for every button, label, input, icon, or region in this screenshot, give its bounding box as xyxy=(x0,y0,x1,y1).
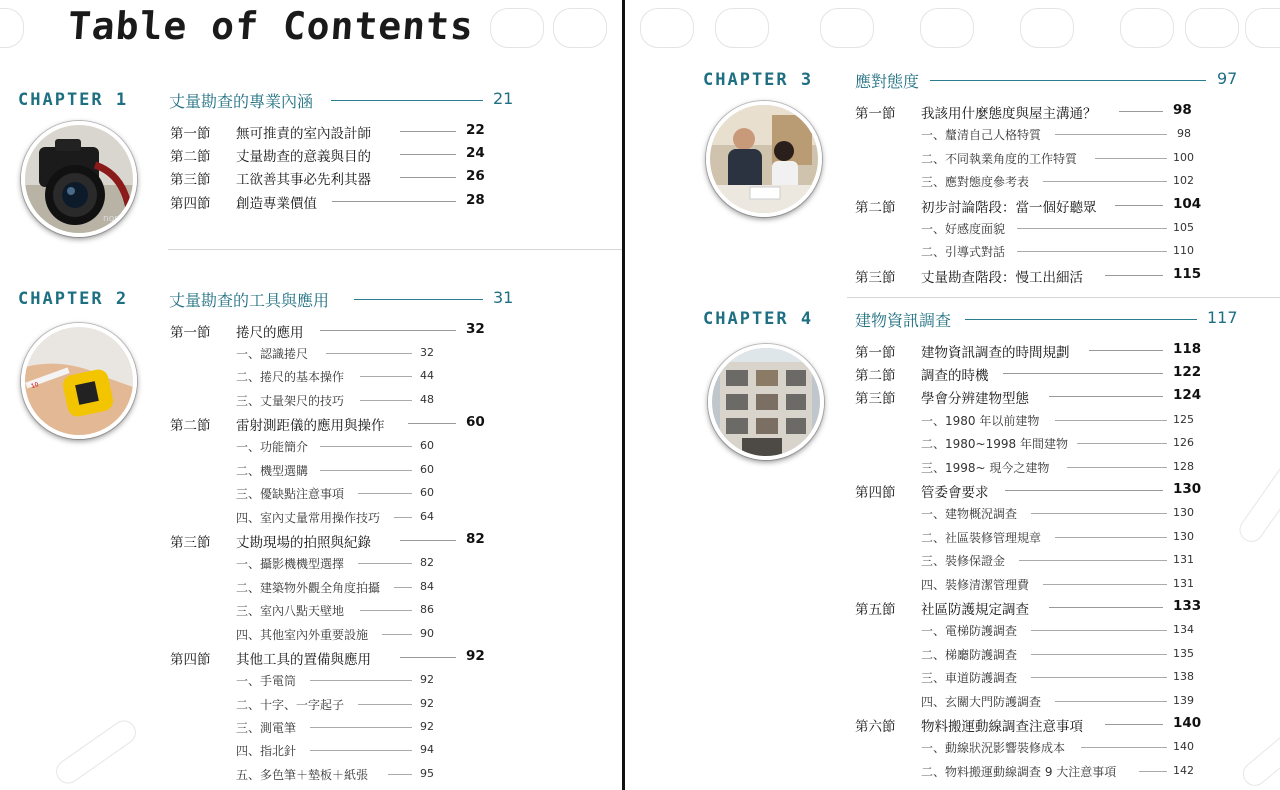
chapter-title: 丈量勘查的工具與應用 xyxy=(169,291,330,310)
entry-page: 128 xyxy=(1173,460,1194,473)
leader-line xyxy=(358,493,412,494)
entry-title: 二、物料搬運動線調查 9 大注意事項 xyxy=(921,765,1117,779)
entry-page: 138 xyxy=(1173,670,1194,683)
entry-page: 140 xyxy=(1173,715,1202,731)
section-number: 第二節 xyxy=(855,200,896,216)
entry-title: 三、裝修保證金 xyxy=(921,554,1006,568)
entry-page: 92 xyxy=(420,673,434,686)
entry-title: 創造專業價值 xyxy=(236,196,317,212)
section-number: 第一節 xyxy=(170,126,211,142)
section-number: 第三節 xyxy=(855,270,896,286)
entry-page: 126 xyxy=(1173,436,1194,449)
entry-title: 建物資訊調查的時間規劃 xyxy=(921,345,1070,361)
entry-title: 二、1980~1998 年間建物 xyxy=(921,437,1068,451)
leader-line xyxy=(1043,584,1167,585)
entry-page: 134 xyxy=(1173,623,1194,636)
entry-page: 60 xyxy=(420,463,434,476)
chapter-page: 97 xyxy=(1217,69,1238,88)
chapter-leader xyxy=(930,80,1206,81)
entry-page: 130 xyxy=(1173,506,1194,519)
entry-title: 三、丈量架尺的技巧 xyxy=(236,394,345,408)
decorative-shape xyxy=(1235,457,1280,546)
leader-line xyxy=(1043,181,1167,182)
entry-page: 92 xyxy=(420,720,434,733)
entry-title: 三、優缺點注意事項 xyxy=(236,487,345,501)
leader-line xyxy=(400,154,456,155)
leader-line xyxy=(1067,467,1167,468)
entry-page: 26 xyxy=(466,168,485,184)
section-number: 第一節 xyxy=(170,325,211,341)
leader-line xyxy=(1105,275,1163,276)
entry-title: 四、玄關大門防護調查 xyxy=(921,695,1042,709)
leader-line xyxy=(1115,205,1163,206)
entry-page: 115 xyxy=(1173,266,1202,282)
leader-line xyxy=(332,201,456,202)
leader-line xyxy=(1081,747,1167,748)
section-number: 第四節 xyxy=(855,485,896,501)
entry-title: 二、社區裝修管理規章 xyxy=(921,531,1042,545)
entry-title: 社區防護規定調查 xyxy=(921,602,1029,618)
entry-page: 90 xyxy=(420,627,434,640)
chapter-title: 建物資訊調查 xyxy=(855,311,952,330)
entry-title: 三、車道防護調查 xyxy=(921,671,1018,685)
decorative-border xyxy=(625,8,1280,52)
chapter-2-photo-tape-measure xyxy=(21,323,137,439)
entry-page: 28 xyxy=(466,192,485,208)
entry-title: 管委會要求 xyxy=(921,485,989,501)
chapter-label: CHAPTER 1 xyxy=(18,90,129,110)
entry-title: 四、其他室內外重要設施 xyxy=(236,628,369,642)
entry-page: 124 xyxy=(1173,387,1202,403)
entry-title: 丈量勘查的意義與目的 xyxy=(236,149,371,165)
right-page xyxy=(625,0,1280,790)
svg-text:10: 10 xyxy=(30,380,40,391)
entry-title: 丈勘現場的拍照與紀錄 xyxy=(236,535,371,551)
leader-line xyxy=(400,131,456,132)
entry-title: 一、攝影機機型選擇 xyxy=(236,557,345,571)
chapter-leader xyxy=(354,299,483,300)
leader-line xyxy=(1017,228,1167,229)
entry-page: 82 xyxy=(420,556,434,569)
leader-line xyxy=(1055,134,1167,135)
entry-title: 捲尺的應用 xyxy=(236,325,304,341)
leader-line xyxy=(358,563,412,564)
chapter-page: 21 xyxy=(493,89,514,108)
entry-title: 三、測電筆 xyxy=(236,721,297,735)
leader-line xyxy=(1105,724,1163,725)
entry-page: 60 xyxy=(420,439,434,452)
entry-title: 調查的時機 xyxy=(921,368,989,384)
leader-line xyxy=(1095,158,1167,159)
entry-title: 一、動線狀況影響裝修成本 xyxy=(921,741,1066,755)
chapter-page: 117 xyxy=(1207,308,1238,327)
chapter-3-photo-meeting xyxy=(706,101,822,217)
entry-page: 92 xyxy=(466,648,485,664)
leader-line xyxy=(400,657,456,658)
entry-page: 122 xyxy=(1173,364,1202,380)
leader-line xyxy=(382,634,412,635)
section-number: 第三節 xyxy=(170,172,211,188)
entry-page: 92 xyxy=(420,697,434,710)
entry-title: 其他工具的置備與應用 xyxy=(236,652,371,668)
entry-title: 一、手電筒 xyxy=(236,674,297,688)
entry-page: 142 xyxy=(1173,764,1194,777)
leader-line xyxy=(1031,513,1167,514)
entry-title: 一、1980 年以前建物 xyxy=(921,414,1040,428)
entry-title: 初步討論階段：當一個好聽眾 xyxy=(921,200,1097,216)
leader-line xyxy=(1005,490,1163,491)
leader-line xyxy=(394,587,412,588)
leader-line xyxy=(1003,373,1163,374)
chapter-divider xyxy=(847,297,1280,298)
entry-page: 32 xyxy=(466,321,485,337)
entry-title: 一、電梯防護調查 xyxy=(921,624,1018,638)
entry-title: 三、1998~ 現今之建物 xyxy=(921,461,1050,475)
entry-page: 48 xyxy=(420,393,434,406)
entry-page: 100 xyxy=(1173,151,1194,164)
entry-title: 一、建物概況調查 xyxy=(921,507,1018,521)
entry-title: 二、不同執業角度的工作特質 xyxy=(921,152,1078,166)
entry-title: 物料搬運動線調查注意事項 xyxy=(921,719,1083,735)
decorative-shape xyxy=(1238,713,1280,790)
leader-line xyxy=(1019,560,1167,561)
leader-line xyxy=(1017,251,1167,252)
leader-line xyxy=(310,680,412,681)
chapter-1-photo-camera xyxy=(21,121,137,237)
entry-page: 44 xyxy=(420,369,434,382)
entry-title: 四、指北針 xyxy=(236,744,297,758)
entry-title: 二、引導式對話 xyxy=(921,245,1006,259)
section-number: 第四節 xyxy=(170,196,211,212)
leader-line xyxy=(1139,771,1167,772)
leader-line xyxy=(1089,350,1163,351)
chapter-leader xyxy=(331,100,483,101)
entry-page: 140 xyxy=(1173,740,1194,753)
entry-page: 130 xyxy=(1173,530,1194,543)
entry-title: 四、裝修清潔管理費 xyxy=(921,578,1030,592)
entry-title: 一、釐清自己人格特質 xyxy=(921,128,1042,142)
leader-line xyxy=(310,727,412,728)
leader-line xyxy=(408,423,456,424)
leader-line xyxy=(358,704,412,705)
leader-line xyxy=(400,540,456,541)
leader-line xyxy=(320,470,412,471)
entry-page: 32 xyxy=(420,346,434,359)
chapter-title: 丈量勘查的專業內涵 xyxy=(169,92,314,111)
chapter-label: CHAPTER 4 xyxy=(703,309,814,329)
section-number: 第一節 xyxy=(855,345,896,361)
section-number: 第一節 xyxy=(855,106,896,122)
entry-title: 二、十字、一字起子 xyxy=(236,698,345,712)
chapter-label: CHAPTER 2 xyxy=(18,289,129,309)
section-number: 第二節 xyxy=(170,418,211,434)
entry-page: 135 xyxy=(1173,647,1194,660)
leader-line xyxy=(1049,396,1163,397)
chapter-leader xyxy=(965,319,1197,320)
leader-line xyxy=(1055,701,1167,702)
chapter-page: 31 xyxy=(493,288,514,307)
svg-text:non: non xyxy=(103,214,120,224)
leader-line xyxy=(360,610,412,611)
entry-title: 丈量勘查階段：慢工出細活 xyxy=(921,270,1083,286)
leader-line xyxy=(1049,607,1163,608)
leader-line xyxy=(310,750,412,751)
leader-line xyxy=(320,446,412,447)
section-number: 第六節 xyxy=(855,719,896,735)
leader-line xyxy=(1031,630,1167,631)
entry-page: 60 xyxy=(466,414,485,430)
entry-title: 無可推責的室內設計師 xyxy=(236,126,371,142)
section-number: 第三節 xyxy=(170,535,211,551)
leader-line xyxy=(326,353,412,354)
entry-page: 95 xyxy=(420,767,434,780)
entry-title: 四、室內丈量常用操作技巧 xyxy=(236,511,381,525)
entry-page: 105 xyxy=(1173,221,1194,234)
entry-title: 我該用什麼態度與屋主溝通？ xyxy=(921,106,1097,122)
entry-page: 125 xyxy=(1173,413,1194,426)
entry-title: 二、梯廳防護調查 xyxy=(921,648,1018,662)
leader-line xyxy=(360,400,412,401)
decorative-shape xyxy=(51,716,140,788)
entry-page: 104 xyxy=(1173,196,1202,212)
section-number: 第二節 xyxy=(855,368,896,384)
leader-line xyxy=(360,376,412,377)
leader-line xyxy=(394,517,412,518)
entry-page: 102 xyxy=(1173,174,1194,187)
entry-title: 一、好感度面貌 xyxy=(921,222,1006,236)
entry-page: 130 xyxy=(1173,481,1202,497)
entry-title: 一、功能簡介 xyxy=(236,440,309,454)
leader-line xyxy=(320,330,456,331)
leader-line xyxy=(1031,654,1167,655)
entry-title: 工欲善其事必先利其器 xyxy=(236,172,371,188)
entry-title: 二、捲尺的基本操作 xyxy=(236,370,345,384)
leader-line xyxy=(400,177,456,178)
entry-title: 三、應對態度參考表 xyxy=(921,175,1030,189)
left-page xyxy=(0,0,622,790)
entry-page: 131 xyxy=(1173,577,1194,590)
leader-line xyxy=(1077,443,1167,444)
page-title: Table of Contents xyxy=(66,4,476,48)
entry-page: 24 xyxy=(466,145,485,161)
chapter-4-photo-building xyxy=(708,344,824,460)
entry-page: 98 xyxy=(1173,102,1192,118)
section-number: 第二節 xyxy=(170,149,211,165)
leader-line xyxy=(1031,677,1167,678)
entry-title: 雷射測距儀的應用與操作 xyxy=(236,418,385,434)
entry-title: 三、室內八點天壁地 xyxy=(236,604,345,618)
leader-line xyxy=(1119,111,1163,112)
entry-page: 139 xyxy=(1173,694,1194,707)
entry-page: 94 xyxy=(420,743,434,756)
entry-page: 82 xyxy=(466,531,485,547)
section-number: 第三節 xyxy=(855,391,896,407)
entry-page: 133 xyxy=(1173,598,1202,614)
entry-page: 118 xyxy=(1173,341,1202,357)
entry-title: 二、建築物外觀全角度拍攝 xyxy=(236,581,381,595)
section-number: 第四節 xyxy=(170,652,211,668)
chapter-label: CHAPTER 3 xyxy=(703,70,814,90)
section-number: 第五節 xyxy=(855,602,896,618)
entry-title: 二、機型選購 xyxy=(236,464,309,478)
entry-title: 學會分辨建物型態 xyxy=(921,391,1029,407)
entry-title: 一、認識捲尺 xyxy=(236,347,309,361)
entry-page: 60 xyxy=(420,486,434,499)
entry-page: 64 xyxy=(420,510,434,523)
leader-line xyxy=(1055,537,1167,538)
entry-page: 131 xyxy=(1173,553,1194,566)
chapter-title: 應對態度 xyxy=(855,72,920,91)
entry-page: 84 xyxy=(420,580,434,593)
entry-page: 22 xyxy=(466,122,485,138)
entry-page: 110 xyxy=(1173,244,1194,257)
entry-title: 五、多色筆＋墊板＋紙張 xyxy=(236,768,369,782)
entry-page: 86 xyxy=(420,603,434,616)
leader-line xyxy=(388,774,412,775)
leader-line xyxy=(1055,420,1167,421)
chapter-divider xyxy=(168,249,622,250)
entry-page: 98 xyxy=(1177,127,1191,140)
